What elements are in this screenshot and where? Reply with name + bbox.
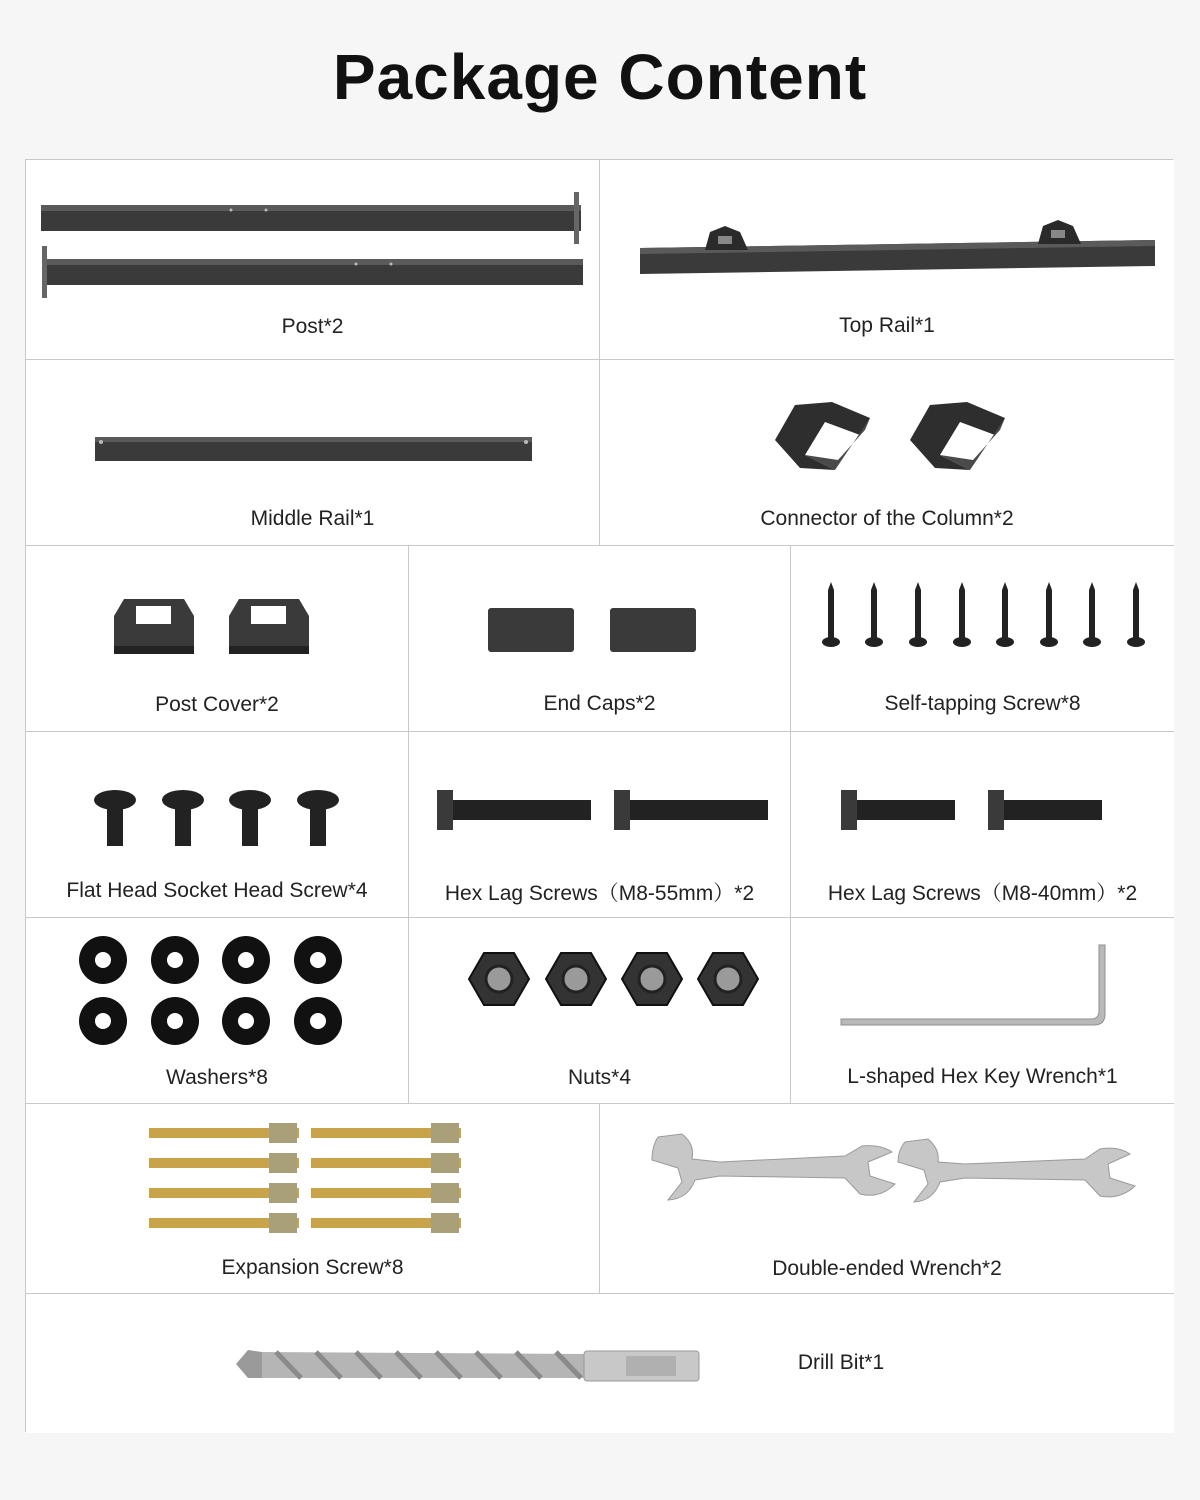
item-end-caps [409, 546, 791, 732]
item-label: Expansion Screw*8 [221, 1256, 404, 1279]
item-hex-key [791, 918, 1174, 1104]
item-self-tapping-screw [791, 546, 1174, 732]
item-label: L-shaped Hex Key Wrench*1 [847, 1065, 1118, 1088]
item-label: Hex Lag Screws（M8-40mm）*2 [827, 882, 1138, 905]
item-label: Hex Lag Screws（M8-55mm）*2 [444, 882, 755, 905]
item-middle-rail [26, 360, 600, 546]
item-post-cover [26, 546, 409, 732]
item-label: Post Cover*2 [155, 693, 279, 716]
item-label: Top Rail*1 [839, 314, 935, 337]
item-hex-lag-40 [791, 732, 1174, 918]
package-content-grid [25, 159, 1173, 1432]
item-post [26, 160, 600, 360]
item-flat-head-screw [26, 732, 409, 918]
page-title: Package Content [332, 41, 868, 113]
item-label: End Caps*2 [543, 692, 656, 715]
item-label: Middle Rail*1 [250, 507, 375, 530]
item-label: Nuts*4 [567, 1066, 632, 1089]
item-label: Connector of the Column*2 [760, 507, 1014, 530]
item-top-rail [600, 160, 1174, 360]
item-label: Double-ended Wrench*2 [772, 1257, 1002, 1280]
item-label: Drill Bit*1 [797, 1351, 885, 1374]
item-label: Flat Head Socket Head Screw*4 [66, 879, 368, 902]
item-label: Post*2 [281, 315, 344, 338]
item-label: Self-tapping Screw*8 [884, 692, 1081, 715]
item-nuts [409, 918, 791, 1104]
item-label: Washers*8 [166, 1066, 268, 1089]
item-expansion-screw [26, 1104, 600, 1294]
item-hex-lag-55 [409, 732, 791, 918]
item-drill-bit [26, 1294, 1174, 1433]
item-washers [26, 918, 409, 1104]
item-double-wrench [600, 1104, 1174, 1294]
item-connector [600, 360, 1174, 546]
